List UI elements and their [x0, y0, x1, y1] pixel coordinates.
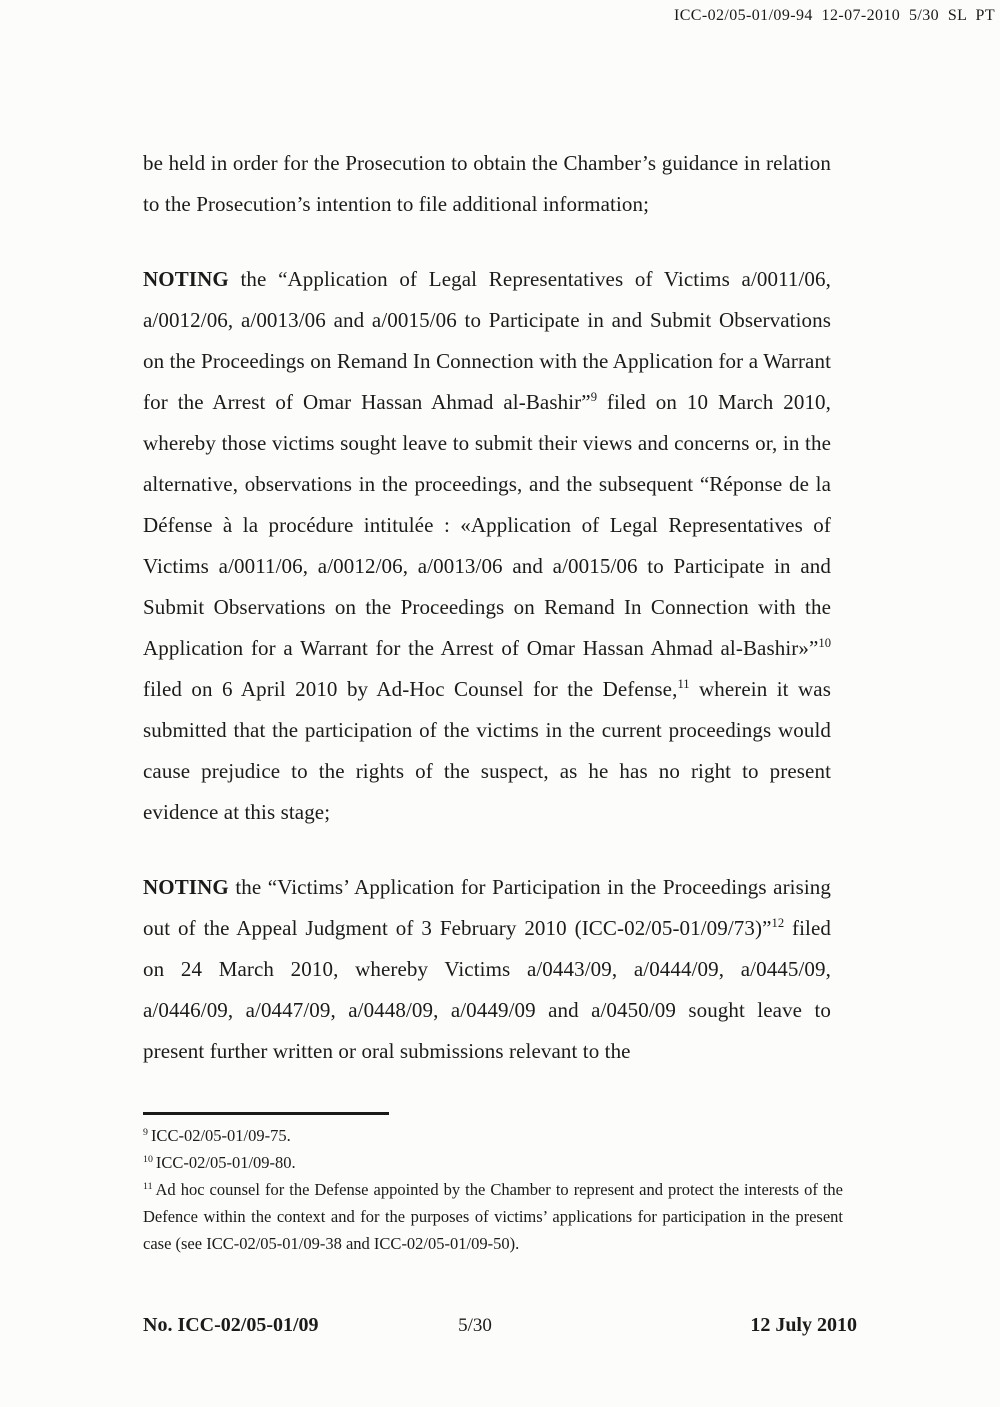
paragraph-text: wherein it was submitted that the participation of the victims in the current proceedings would cause prejudice to the rights of the suspect, as he has no right to present evidence at this stage; — [143, 677, 831, 824]
footnote-reference: 9 — [590, 390, 597, 404]
document-footer — [143, 1314, 857, 1337]
document-body — [143, 143, 831, 1106]
footer-page-number: 5/30 — [458, 1315, 492, 1336]
footnote — [143, 1176, 843, 1257]
noting-keyword: NOTING — [143, 267, 229, 291]
paragraph-text: filed on 6 April 2010 by Ad-Hoc Counsel for the Defense, — [143, 677, 678, 701]
paragraph-text: filed on 10 March 2010, whereby those victims sought leave to submit their views and concerns or, in the alternative, observations in the proceedings, and the subsequent “Réponse de la Défense à la procédure intitulée : «Application of Legal Representatives of Victims a/0011/06, a/0012/06, a/0013/06 and a/0015/06 to Participate in and Submit Observations on the Proceedings on Remand In Connection with the Application for a Warrant for the Arrest of Omar Hassan Ahmad al-Bashir»” — [143, 390, 831, 660]
footnote — [143, 1122, 843, 1149]
footnote-reference: 12 — [771, 916, 785, 930]
footnote-reference: 10 — [818, 636, 831, 650]
footnote-number: 10 — [143, 1153, 153, 1165]
noting-keyword: NOTING — [143, 875, 229, 899]
footnotes-section — [143, 1112, 843, 1257]
paragraph-text: the “Victims’ Application for Participation in the Proceedings arising out of the Appeal Judgment of 3 February 2010 (ICC-02/05-01/09/73)” — [143, 875, 831, 940]
footnotes-list — [143, 1122, 843, 1257]
footnote-separator-line — [143, 1112, 389, 1115]
paragraph-text: filed on 24 March 2010, whereby Victims a/0443/09, a/0444/09, a/0445/09, a/0446/09, a/0447/09, a/0448/09, a/0449/09 and a/0450/09 sought leave to present further written or oral submissions relevant to the — [143, 916, 831, 1063]
header-registry-stamp: ICC-02/05-01/09-94 12-07-2010 5/30 SL PT — [674, 7, 995, 24]
footnote-text: Ad hoc counsel for the Defense appointed by the Chamber to represent and protect the interests of the Defence within the context and for the purposes of victims’ applications for participation in the present case (see ICC-02/05-01/09-38 and ICC-02/05-01/09-50). — [143, 1180, 843, 1253]
footnote — [143, 1149, 843, 1176]
footnote-reference: 11 — [677, 677, 690, 691]
footnote-number: 11 — [143, 1180, 153, 1192]
paragraph — [143, 867, 831, 1072]
paragraph-text: the “Application of Legal Representatives of Victims a/0011/06, a/0012/06, a/0013/06 and a/0015/06 to Participate in and Submit Observations on the Proceedings on Remand In Connection with the Application for a Warrant for the Arrest of Omar Hassan Ahmad al-Bashir” — [143, 267, 831, 414]
footnote-text: ICC-02/05-01/09-80. — [155, 1153, 296, 1172]
footer-case-number: No. ICC-02/05-01/09 — [143, 1314, 319, 1336]
paragraph-text: be held in order for the Prosecution to obtain the Chamber’s guidance in relation to the Prosecution’s intention to file additional information; — [143, 151, 831, 216]
footnote-number: 9 — [143, 1126, 148, 1138]
paragraph — [143, 143, 831, 225]
footer-date: 12 July 2010 — [750, 1314, 857, 1336]
paragraph — [143, 259, 831, 833]
footnote-text: ICC-02/05-01/09-75. — [150, 1126, 291, 1145]
